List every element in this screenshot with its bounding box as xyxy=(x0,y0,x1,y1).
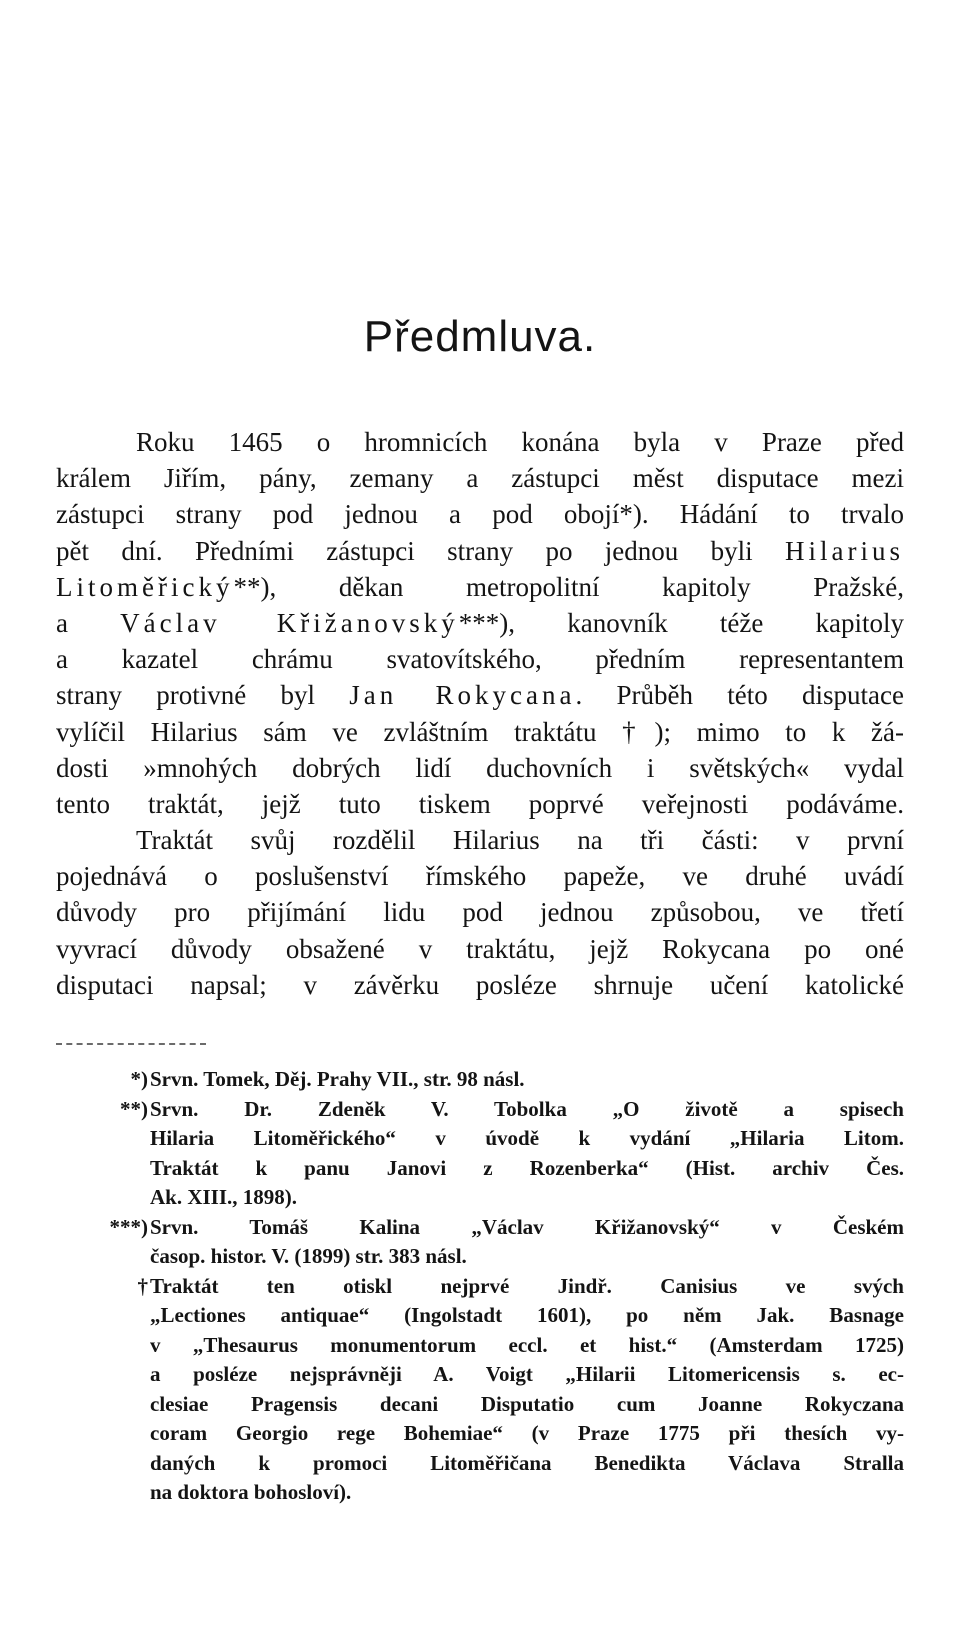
text-line: a kazatel chrámu svatovítského, předním representantem xyxy=(56,644,904,675)
footnote-line: a posléze nejsprávněji A. Voigt „Hilarii Litomericensis s. ec- xyxy=(150,1362,904,1386)
footnote-line: daných k promoci Litoměřičana Benedikta Václava Stralla xyxy=(150,1450,904,1475)
text-line: králem Jiřím, pány, zemany a zástupci měst disputace mezi xyxy=(56,463,904,494)
name-hilarius: Hilarius xyxy=(785,535,904,566)
footnote-line: časop. histor. V. (1899) str. 383 násl. xyxy=(150,1244,467,1268)
footnote-line: Ak. XIII., 1898). xyxy=(150,1185,298,1209)
text-line: pojednává o poslušenství římského papeže, ve druhé uvádí xyxy=(56,861,904,892)
text-line: Litoměřický**), děkan metropolitní kapitoly Pražské, xyxy=(56,571,904,602)
name-litomericky: Litoměřický xyxy=(56,571,234,602)
text-line: dosti »mnohých dobrých lidí duchovních i světských« vydal xyxy=(56,752,904,783)
text-line: zástupci strany pod jednou a pod obojí*). Hádání to trvalo xyxy=(56,499,904,530)
footnote-divider xyxy=(56,1043,206,1045)
footnote-4 xyxy=(104,1272,904,1508)
footnote-line: Hilaria Litoměřického“ v úvodě k vydání „Hilaria Litom. xyxy=(150,1126,904,1150)
text-line: důvody pro přijímání lidu pod jednou způsobou, ve třetí xyxy=(56,897,904,928)
footnote-mark: *) xyxy=(130,1067,148,1091)
footnote-1 xyxy=(104,1065,904,1095)
text-line: vylíčil Hilarius sám ve zvláštním traktátu †); mimo to k žá- xyxy=(56,716,904,747)
footnote-line: v „Thesaurus monumentorum eccl. et hist.“ (Amsterdam 1725) xyxy=(150,1332,904,1357)
text-line: Roku 1465 o hromnicích konána byla v Praze před xyxy=(136,427,904,457)
text-line: vyvrací důvody obsažené v traktátu, jejž Rokycana po oné xyxy=(56,933,904,964)
text-line: tento traktát, jejž tuto tiskem poprvé veřejnosti podáváme. xyxy=(56,788,904,819)
footnote-mark: † xyxy=(137,1273,148,1298)
text-line: strany protivné byl Jan Rokycana. Průběh této disputace xyxy=(56,680,905,711)
footnote-line: coram Georgio rege Bohemiae“ (v Praze 1775 při thesích vy- xyxy=(150,1421,904,1445)
footnote-line: Traktát k panu Janovi z Rozenberka“ (Hist. archiv Čes. xyxy=(150,1155,904,1180)
name-krizanovsky: Václav Křižanovský xyxy=(120,607,459,638)
footnotes xyxy=(104,1065,904,1508)
footnote-line: Srvn. Tomáš Kalina „Václav Křižanovský“ v Českém xyxy=(150,1214,904,1239)
text-line: pět dní. Předními zástupci strany po jednou byli Hilarius xyxy=(56,535,904,566)
text-line: a Václav Křižanovský***), kanovník téže kapitoly xyxy=(56,607,905,638)
footnote-mark: ***) xyxy=(109,1214,148,1239)
name-rokycana: Jan Rokycana xyxy=(349,680,576,711)
footnote-line: „Lectiones antiquae“ (Ingolstadt 1601), po něm Jak. Basnage xyxy=(150,1303,904,1327)
preface-body xyxy=(56,424,904,1003)
text-line: disputaci napsal; v závěrku posléze shrnuje učení katolické xyxy=(56,969,904,1000)
footnote-line: Srvn. Dr. Zdeněk V. Tobolka „O životě a spisech xyxy=(150,1096,904,1121)
page-title: Předmluva. xyxy=(363,312,597,361)
footnote-2 xyxy=(104,1095,904,1213)
footnote-line: Srvn. Tomek, Děj. Prahy VII., str. 98 násl. xyxy=(150,1067,525,1091)
footnote-line: Traktát ten otiskl nejprvé Jindř. Canisius ve svých xyxy=(150,1273,904,1298)
footnote-mark: **) xyxy=(120,1096,148,1121)
footnote-line: na doktora bohosloví). xyxy=(150,1480,352,1504)
footnote-3 xyxy=(104,1213,904,1272)
text-line: Traktát svůj rozdělil Hilarius na tři části: v první xyxy=(136,825,904,856)
footnote-line: clesiae Pragensis decani Disputatio cum Joanne Rokyczana xyxy=(150,1391,904,1416)
